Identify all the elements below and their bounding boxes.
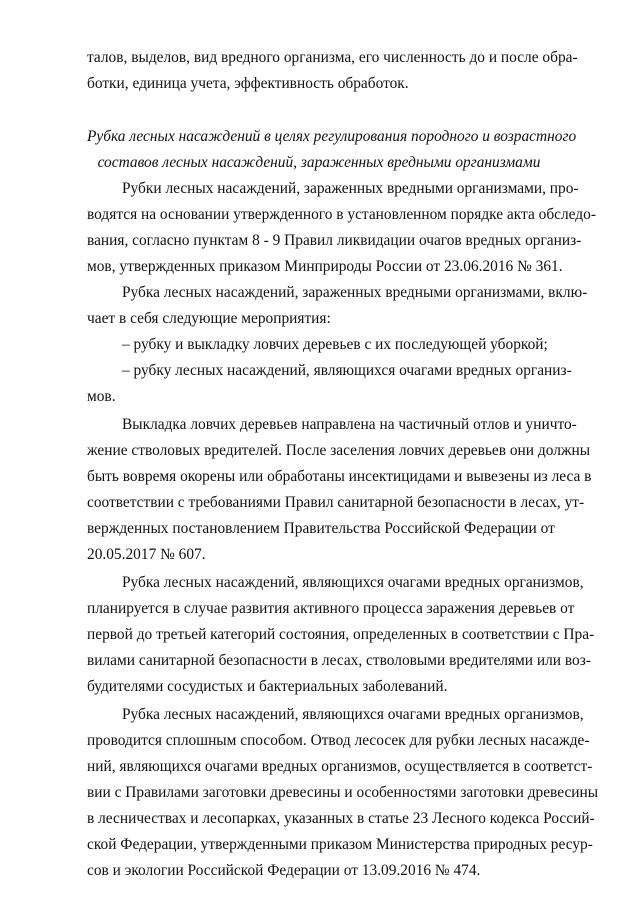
- intro-line: талов, выделов, вид вредного организма, его численность до и после обра-: [87, 49, 578, 66]
- section-heading: Рубка лесных насаждений в целях регулирования породного и возрастного: [87, 128, 577, 145]
- paragraph-line: Рубка лесных насаждений, являющихся очагами вредных организмов,: [122, 706, 584, 723]
- paragraph-line: водятся на основании утвержденного в установленном порядке акта обследо-: [87, 206, 596, 223]
- paragraph-line: Рубка лесных насаждений, являющихся очагами вредных организмов,: [122, 574, 584, 591]
- paragraph-line: вии с Правилами заготовки древесины и особенностями заготовки древесины: [87, 784, 599, 801]
- paragraph-line: вержденных постановлением Правительства Российской Федерации от: [87, 520, 555, 537]
- paragraph-line: вания, согласно пунктам 8 - 9 Правил ликвидации очагов вредных организ-: [87, 232, 582, 249]
- paragraph-line: проводится сплошным способом. Отвод лесосек для рубки лесных насажде-: [87, 732, 590, 749]
- section-heading: составов лесных насаждений, зараженных вредными организмами: [97, 154, 541, 171]
- paragraph-line: вилами санитарной безопасности в лесах, стволовыми вредителями или воз-: [87, 652, 591, 669]
- paragraph-line: ской Федерации, утвержденными приказом Министерства природных ресур-: [87, 836, 593, 853]
- list-item: мов.: [87, 388, 116, 405]
- list-item: – рубку и выкладку ловчих деревьев с их последующей уборкой;: [122, 336, 548, 353]
- paragraph-line: Выкладка ловчих деревьев направлена на частичный отлов и уничто-: [122, 416, 577, 433]
- intro-line: ботки, единица учета, эффективность обработок.: [87, 75, 409, 92]
- paragraph-line: мов, утвержденных приказом Минприроды России от 23.06.2016 № 361.: [87, 258, 563, 275]
- paragraph-line: чает в себя следующие мероприятия:: [87, 310, 331, 327]
- paragraph-line: первой до третьей категорий состояния, определенных в соответствии с Пра-: [87, 626, 595, 643]
- paragraph-line: сов и экологии Российской Федерации от 13.09.2016 № 474.: [87, 862, 481, 879]
- paragraph-line: соответствии с требованиями Правил санитарной безопасности в лесах, ут-: [87, 494, 585, 511]
- paragraph-line: Рубки лесных насаждений, зараженных вредными организмами, про-: [122, 180, 579, 197]
- paragraph-line: жение стволовых вредителей. После заселения ловчих деревьев они должны: [87, 442, 591, 459]
- paragraph-line: планируется в случае развития активного процесса заражения деревьев от: [87, 600, 575, 617]
- paragraph-line: 20.05.2017 № 607.: [87, 546, 206, 563]
- paragraph-line: Рубка лесных насаждений, зараженных вредными организмами, вклю-: [122, 284, 588, 301]
- list-item: – рубку лесных насаждений, являющихся очагами вредных организ-: [122, 362, 572, 379]
- paragraph-line: ний, являющихся очагами вредных организмов, осуществляется в соответст-: [87, 758, 593, 775]
- paragraph-line: быть вовремя окорены или обработаны инсектицидами и вывезены из леса в: [87, 468, 592, 485]
- paragraph-line: в лесничествах и лесопарках, указанных в статье 23 Лесного кодекса Россий-: [87, 810, 595, 827]
- paragraph-line: будителями сосудистых и бактериальных заболеваний.: [87, 678, 448, 695]
